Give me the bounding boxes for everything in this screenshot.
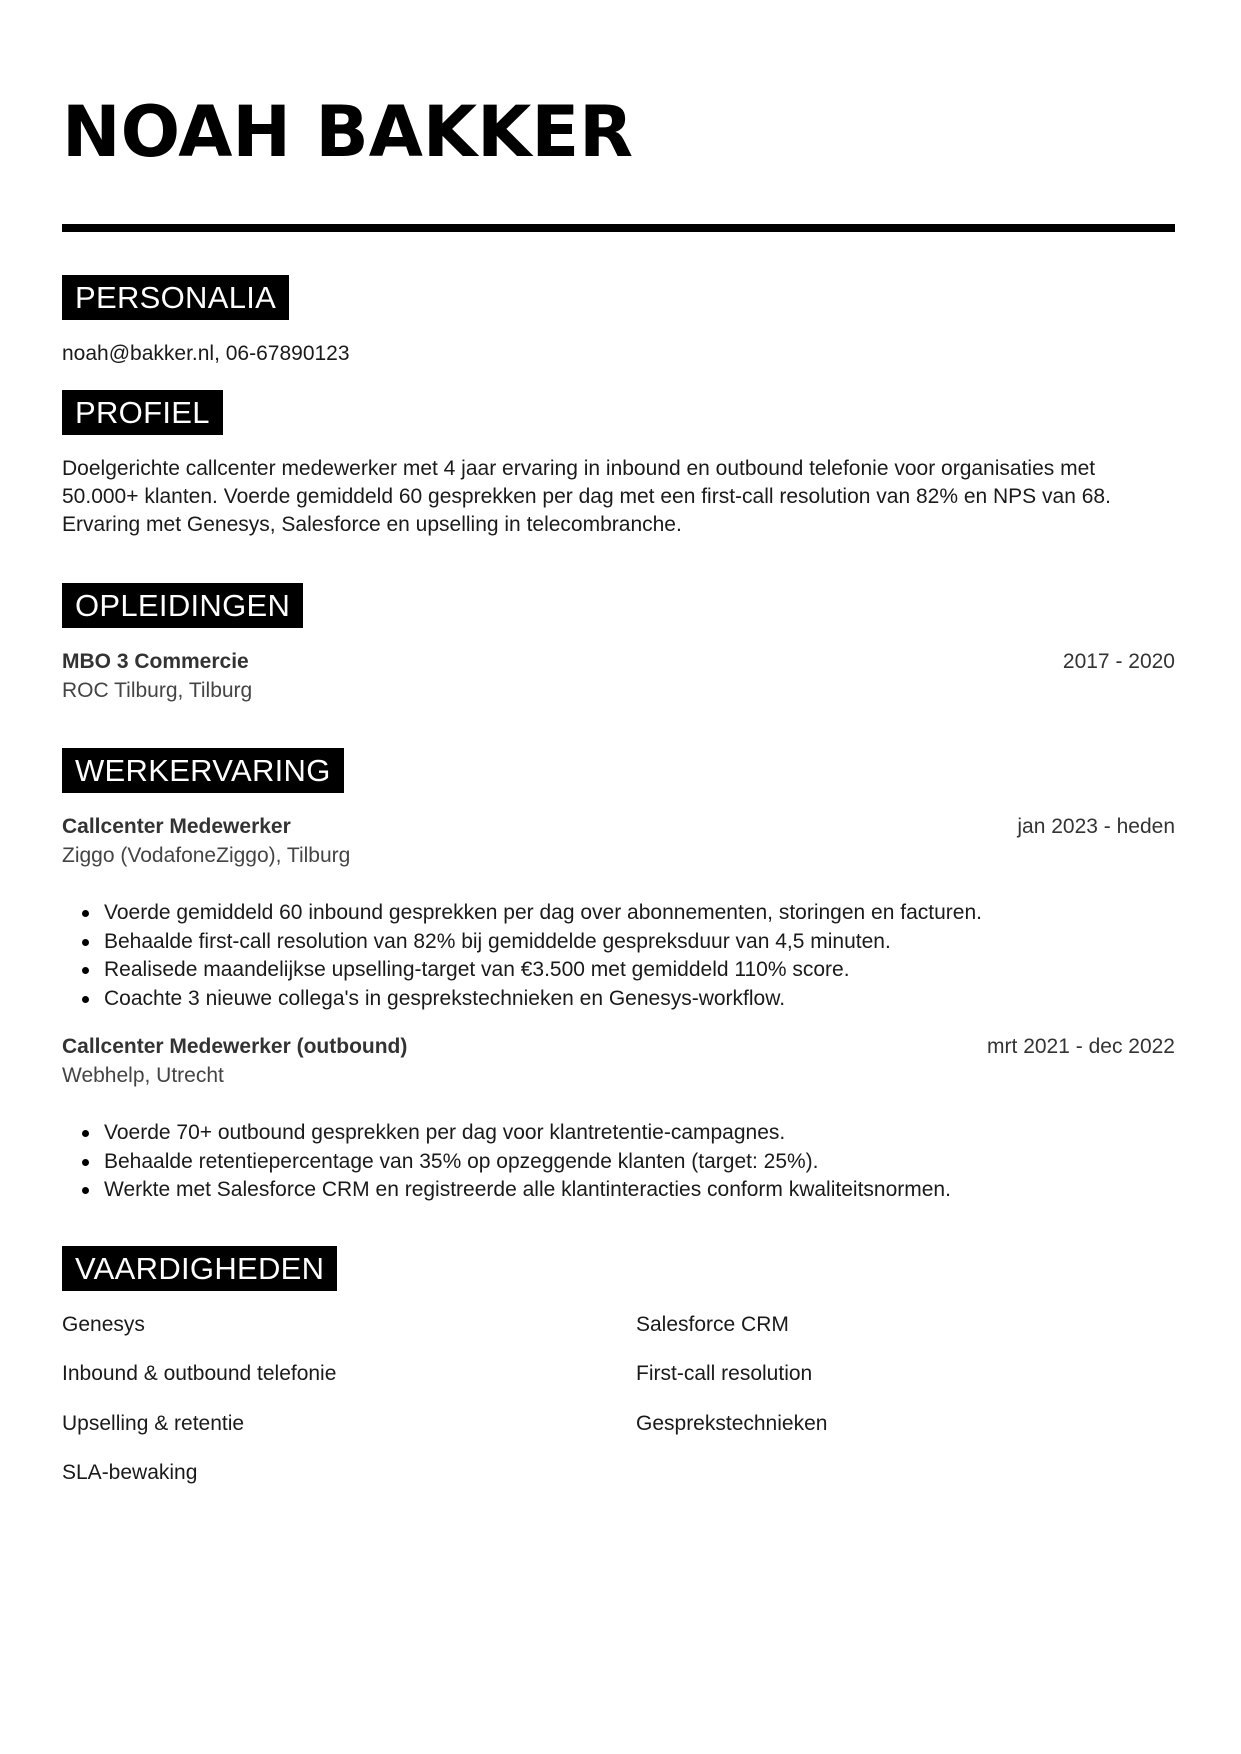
profile-summary: Doelgerichte callcenter medewerker met 4 jaar ervaring in inbound en outbound telefonie voor organisaties met 50.000+ klanten. Voerde gemiddeld 60 gesprekken per dag met een first-call resolution van 82% en NPS van 68. Ervaring met Genesys, Salesforce en upselling in telecombranche. <box>62 457 1111 536</box>
list-item: Behaalde first-call resolution van 82% bij gemiddelde gespreksduur van 4,5 minuten. <box>104 928 1174 957</box>
job-period: jan 2023 - heden <box>1017 815 1175 838</box>
section-heading-personalia: PERSONALIA <box>62 275 289 320</box>
contact-info: noah@bakker.nl, 06-67890123 <box>62 342 350 365</box>
list-item: Coachte 3 nieuwe collega's in gesprekstechnieken en Genesys-workflow. <box>104 985 1174 1014</box>
job-company: Webhelp, Utrecht <box>62 1064 224 1087</box>
job-period: mrt 2021 - dec 2022 <box>987 1035 1175 1058</box>
list-item: Voerde 70+ outbound gesprekken per dag voor klantretentie-campagnes. <box>104 1119 1174 1148</box>
skill-item: Inbound & outbound telefonie <box>62 1362 337 1385</box>
section-heading-werkervaring: WERKERVARING <box>62 748 344 793</box>
section-heading-vaardigheden: VAARDIGHEDEN <box>62 1246 337 1291</box>
skill-item: Salesforce CRM <box>636 1313 789 1336</box>
education-period: 2017 - 2020 <box>1062 650 1175 673</box>
skill-item: Genesys <box>62 1313 145 1336</box>
job-company: Ziggo (VodafoneZiggo), Tilburg <box>62 844 351 867</box>
job-title: Callcenter Medewerker (outbound) <box>62 1035 408 1058</box>
list-item: Realisede maandelijkse upselling-target van €3.500 met gemiddeld 110% score. <box>104 956 1174 985</box>
job-achievements-list <box>62 899 1174 1013</box>
skill-item: First-call resolution <box>636 1362 813 1385</box>
candidate-name: NOAH BAKKER <box>62 91 634 173</box>
job-achievements-list <box>62 1119 1174 1205</box>
list-item: Voerde gemiddeld 60 inbound gesprekken per dag over abonnementen, storingen en facturen. <box>104 899 1174 928</box>
header-divider <box>62 224 1175 232</box>
skill-item: Gesprekstechnieken <box>636 1412 828 1435</box>
job-title: Callcenter Medewerker <box>62 815 291 838</box>
skill-item: Upselling & retentie <box>62 1412 245 1435</box>
list-item: Werkte met Salesforce CRM en registreerde alle klantinteracties conform kwaliteitsnormen. <box>104 1176 1174 1205</box>
section-heading-opleidingen: OPLEIDINGEN <box>62 583 303 628</box>
skill-item: SLA-bewaking <box>62 1461 198 1484</box>
education-title: MBO 3 Commercie <box>62 650 249 673</box>
section-heading-profiel: PROFIEL <box>62 390 223 435</box>
list-item: Behaalde retentiepercentage van 35% op opzeggende klanten (target: 25%). <box>104 1148 1174 1177</box>
education-school: ROC Tilburg, Tilburg <box>62 679 253 702</box>
